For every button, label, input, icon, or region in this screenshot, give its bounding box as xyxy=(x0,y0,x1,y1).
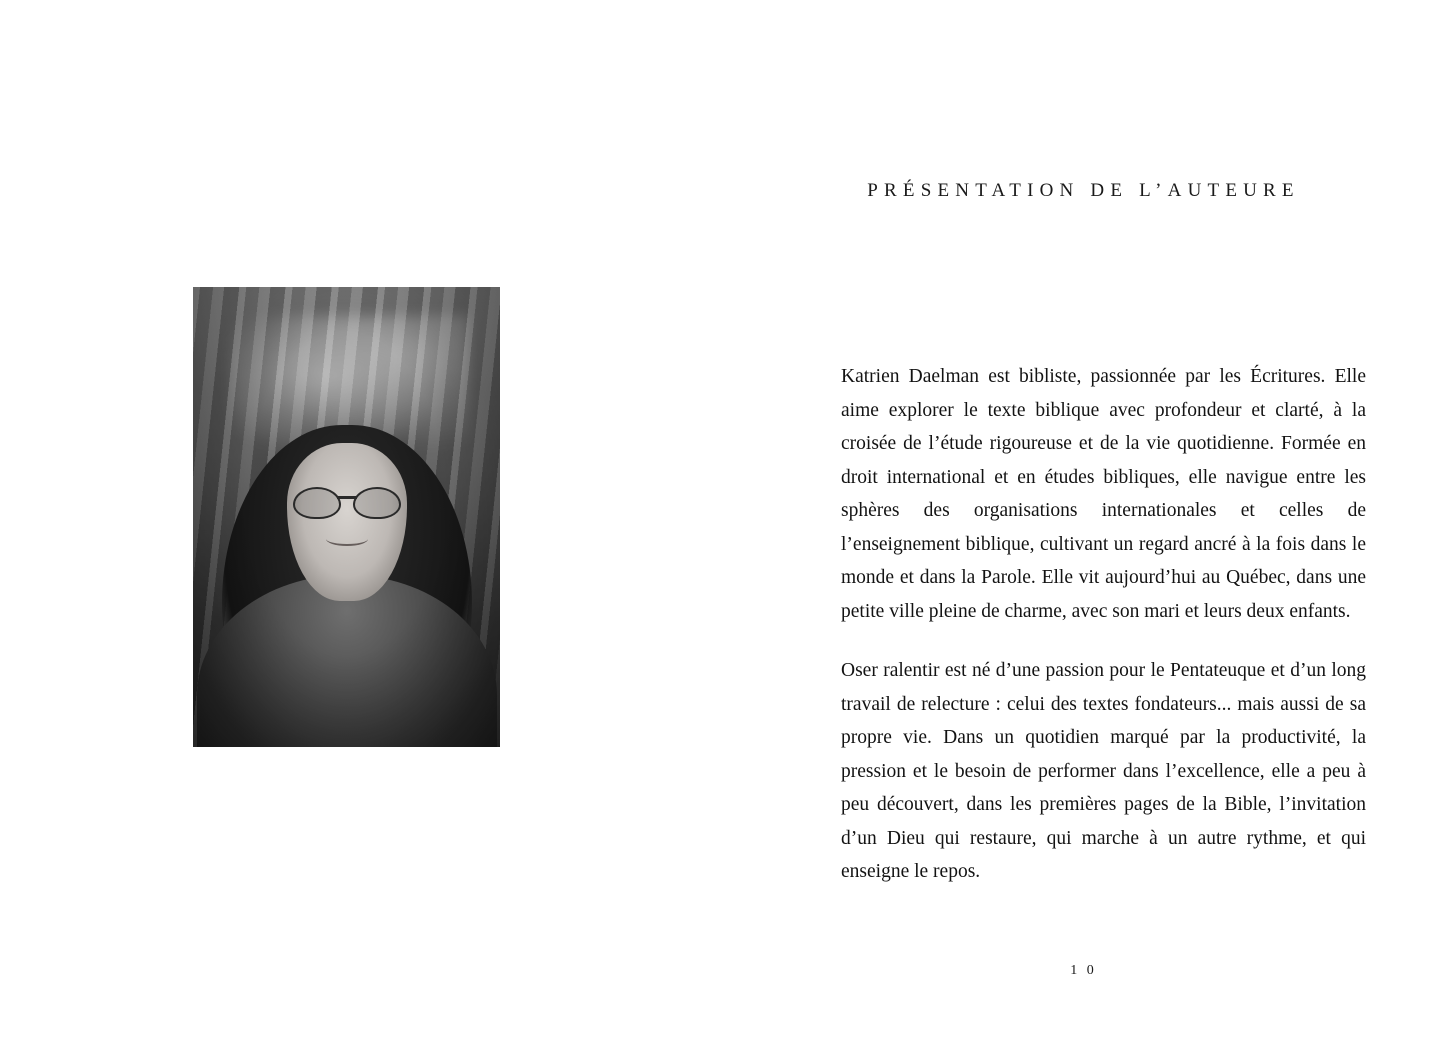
page-number: 1 0 xyxy=(1070,963,1097,978)
page-title: PRÉSENTATION DE L’AUTEURE xyxy=(867,180,1300,201)
paragraph-book-origin: Oser ralentir est né d’une passion pour le Pentateuque et d’un long travail de relecture : celui des textes fondateurs... mais aussi de sa propre vie. Dans un quotidien marqué par la productivité, la pression et le besoin de performer dans l’excellence, elle a peu à peu découvert, dans les premières pages de la Bible, l’invitation d’un Dieu qui restaure, qui marche à un autre rythme, et qui enseigne le repos. xyxy=(841,660,1366,882)
right-page xyxy=(722,0,1445,1038)
portrait-vignette xyxy=(193,287,500,747)
author-portrait-image xyxy=(193,287,500,747)
left-page xyxy=(0,0,722,1038)
paragraph-author-bio: Katrien Daelman est bibliste, passionnée par les Écritures. Elle aime explorer le texte biblique avec profondeur et clarté, à la croisée de l’étude rigoureuse et de la vie quotidienne. Formée en droit international et en études bibliques, elle navigue entre les sphères des organisations internationales et celles de l’enseignement biblique, cultivant un regard ancré à la fois dans le monde et dans la Parole. Elle vit aujourd’hui au Québec, dans une petite ville pleine de charme, avec son mari et leurs deux enfants. xyxy=(841,366,1366,622)
body-text-column xyxy=(841,360,1366,889)
